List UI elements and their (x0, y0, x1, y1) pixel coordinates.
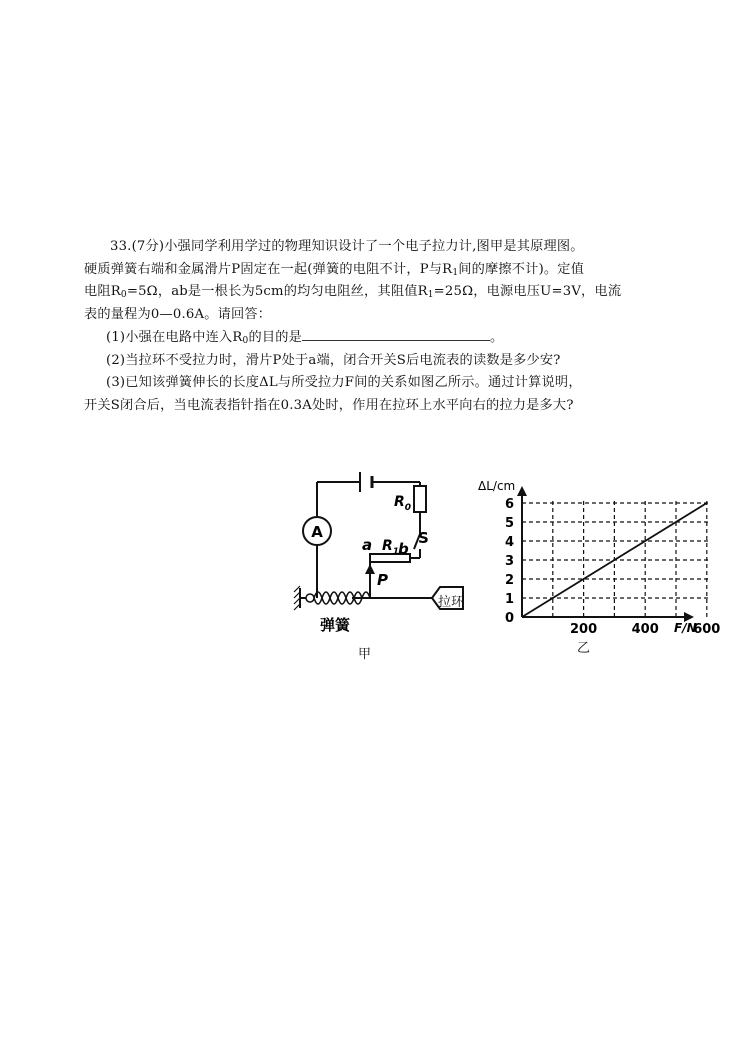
r1-label: $R_1$ (382, 538, 400, 557)
y-tick-label: 0 (504, 611, 514, 626)
spring-label: 弹簧 (320, 616, 351, 634)
y-tick-label: 6 (504, 497, 514, 512)
chart-caption: 乙 (577, 641, 591, 656)
r0-resistor (414, 486, 426, 512)
ammeter-label: A (311, 523, 323, 541)
pull-ring-label-text: 拉环 (438, 595, 465, 610)
y-tick-label: 1 (504, 592, 514, 607)
y-tick-label: 3 (504, 554, 514, 569)
end-b-label: b (398, 540, 409, 558)
spring-icon (314, 592, 370, 604)
problem-line-2: 硬质弹簧右端和金属滑片P固定在一起(弹簧的电阻不计，P与$R_1$间的摩擦不计)。定值 (84, 261, 585, 278)
problem-line-3: 电阻$R_0=5\Omega$，ab是一根长为5cm的均匀电阻丝，其阻值$R_1=25\Omega$，电源电压U=3V，电流 (84, 284, 622, 300)
delta-l-force-chart (472, 472, 721, 662)
circuit-caption: 甲 (358, 647, 372, 662)
y-tick-label: 4 (504, 535, 514, 550)
problem-text (84, 236, 684, 417)
answer-blank[interactable] (302, 326, 490, 341)
question-3-cont: 开关S闭合后，当电流表指针指在0.3A处时，作用在拉环上水平向右的拉力是多大? (84, 397, 574, 413)
x-tick-label: 400 (631, 622, 659, 637)
y-tick-label: 5 (504, 516, 514, 531)
y-axis-label: ΔL/cm (478, 479, 516, 493)
y-axis-arrow-icon (517, 486, 527, 496)
question-2: (2)当拉环不受拉力时，滑片P处于a端，闭合开关S后电流表的读数是多少安? (106, 352, 561, 368)
switch-label: S (418, 529, 429, 547)
y-tick-label: 2 (504, 573, 514, 588)
slider-label: P (377, 571, 388, 589)
problem-line-4: 表的量程为0—0.6A。请回答： (84, 306, 272, 322)
problem-line-1: 33.(7分)小强同学利用学过的物理知识设计了一个电子拉力计,图甲是其原理图。 (110, 239, 584, 254)
slider-arrow-icon (365, 564, 375, 574)
question-3: (3)已知该弹簧伸长的长度ΔL与所受拉力F间的关系如图乙所示。通过计算说明， (106, 375, 582, 390)
x-tick-label: 600 (693, 622, 721, 637)
circuit-diagram (290, 458, 470, 658)
spring-end-icon (306, 594, 314, 602)
r0-label: $R_0$ (394, 494, 412, 513)
x-tick-label: 200 (570, 622, 598, 637)
end-a-label: a (362, 536, 373, 554)
question-1: (1)小强在电路中连入$R_0$的目的是 。 (84, 326, 684, 350)
x-axis-label: F/N (674, 621, 697, 635)
